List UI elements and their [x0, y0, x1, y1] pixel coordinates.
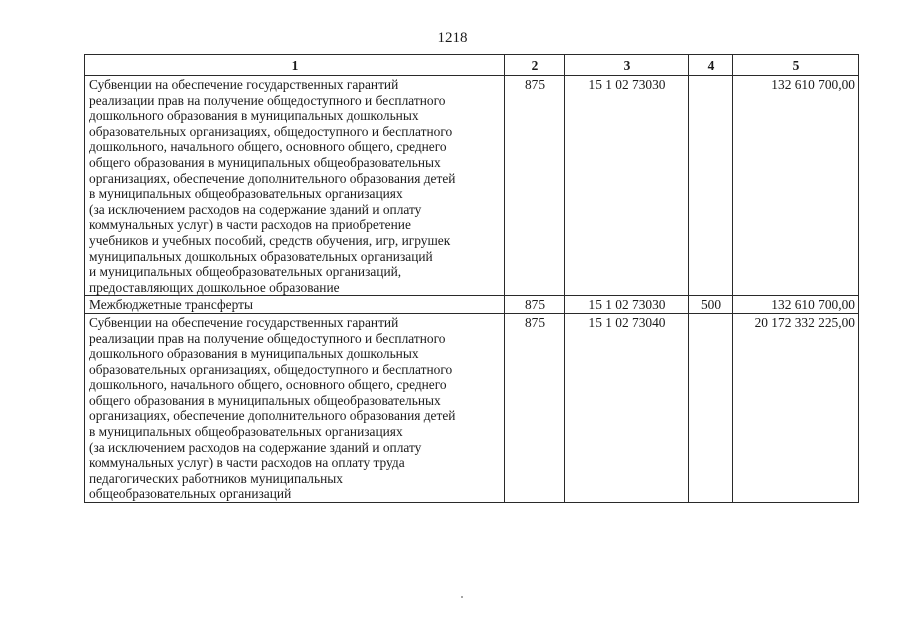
cell-ministry-code: 875 [505, 76, 565, 296]
description-line: общеобразовательных организаций [89, 486, 292, 502]
column-header-4: 4 [689, 55, 733, 76]
column-header-5: 5 [733, 55, 859, 76]
cell-target-code: 15 1 02 73030 [565, 76, 689, 296]
table-header-row [85, 55, 859, 76]
description-line: коммунальных услуг) в части расходов на оплату труда [89, 455, 405, 471]
row-description [85, 76, 505, 296]
table-row [85, 76, 859, 296]
description-line: Межбюджетные трансферты [89, 297, 253, 313]
description-line: образовательных организациях, общедоступного и бесплатного [89, 123, 453, 139]
cell-expense-type [689, 313, 733, 502]
cell-target-code: 15 1 02 73030 [565, 296, 689, 314]
scan-speck [461, 596, 463, 598]
row-description [85, 313, 505, 502]
description-line: коммунальных услуг) в части расходов на приобретение [89, 217, 411, 233]
cell-expense-type: 500 [689, 296, 733, 314]
description-line: дошкольного образования в муниципальных дошкольных [89, 346, 419, 362]
cell-ministry-code: 875 [505, 313, 565, 502]
description-line: реализации прав на получение общедоступного и бесплатного [89, 330, 446, 346]
description-line: Субвенции на обеспечение государственных гарантий [89, 314, 399, 330]
cell-ministry-code: 875 [505, 296, 565, 314]
table-row [85, 296, 859, 314]
cell-amount: 132 610 700,00 [733, 76, 859, 296]
description-line: реализации прав на получение общедоступного и бесплатного [89, 92, 446, 108]
column-header-3: 3 [565, 55, 689, 76]
description-line: и муниципальных общеобразовательных организаций, [89, 264, 402, 280]
description-line: предоставляющих дошкольное образование [89, 279, 340, 295]
description-line: в муниципальных общеобразовательных организациях [89, 424, 403, 440]
description-line: Субвенции на обеспечение государственных гарантий [89, 77, 399, 92]
description-line: (за исключением расходов на содержание зданий и оплату [89, 439, 422, 455]
description-line: дошкольного образования в муниципальных дошкольных [89, 108, 419, 124]
description-line: дошкольного, начального общего, основного общего, среднего [89, 377, 447, 393]
row-description [85, 296, 505, 314]
description-line: муниципальных дошкольных образовательных организаций [89, 248, 433, 264]
description-line: образовательных организациях, общедоступного и бесплатного [89, 361, 453, 377]
page-number: 1218 [437, 30, 468, 46]
description-line: организациях, обеспечение дополнительного образования детей [89, 408, 456, 424]
column-header-1: 1 [85, 55, 505, 76]
budget-table [84, 54, 859, 503]
description-line: в муниципальных общеобразовательных организациях [89, 186, 403, 202]
cell-amount: 20 172 332 225,00 [733, 313, 859, 502]
description-line: организациях, обеспечение дополнительного образования детей [89, 170, 456, 186]
description-line: (за исключением расходов на содержание зданий и оплату [89, 201, 422, 217]
cell-expense-type [689, 76, 733, 296]
description-line: учебников и учебных пособий, средств обучения, игр, игрушек [89, 232, 451, 248]
cell-amount: 132 610 700,00 [733, 296, 859, 314]
description-line: общего образования в муниципальных общеобразовательных [89, 154, 441, 170]
description-line: общего образования в муниципальных общеобразовательных [89, 392, 441, 408]
description-line: педагогических работников муниципальных [89, 470, 343, 486]
table-row [85, 313, 859, 502]
cell-target-code: 15 1 02 73040 [565, 313, 689, 502]
column-header-2: 2 [505, 55, 565, 76]
description-line: дошкольного, начального общего, основного общего, среднего [89, 139, 447, 155]
